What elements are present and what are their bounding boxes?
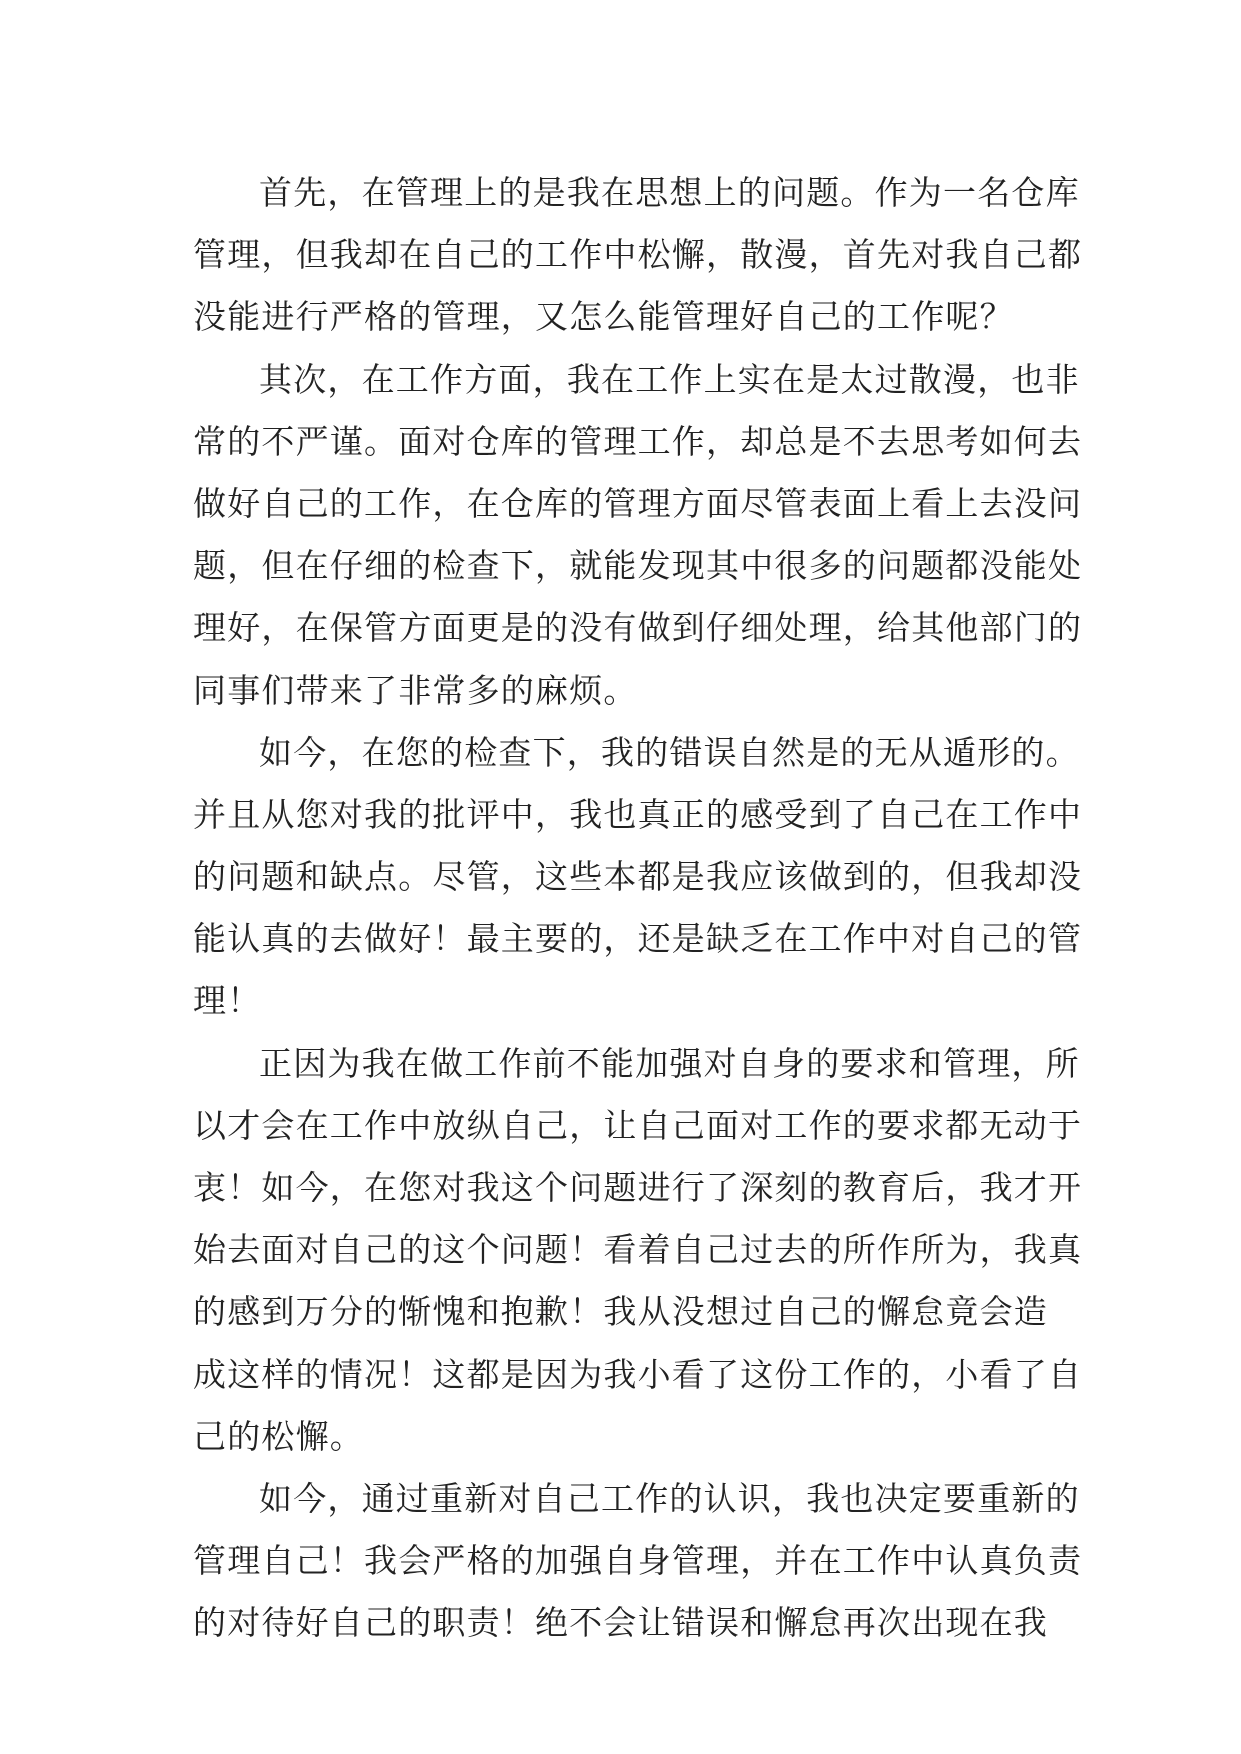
document-body: [193, 162, 1083, 1655]
text-line: 以才会在工作中放纵自己，让自己面对工作的要求都无动于: [193, 1105, 1083, 1145]
text-line: 始去面对自己的这个问题！看着自己过去的所作所为，我真: [193, 1230, 1083, 1270]
text-line: 管理自己！我会严格的加强自身管理，并在工作中认真负责: [193, 1541, 1083, 1581]
text-line: 己的松懈。: [193, 1416, 364, 1456]
text-line: 理！: [193, 981, 262, 1021]
text-line: 并且从您对我的批评中，我也真正的感受到了自己在工作中: [193, 794, 1083, 834]
text-line: 的对待好自己的职责！绝不会让错误和懈怠再次出现在我: [193, 1603, 1048, 1643]
text-line: 的感到万分的惭愧和抱歉！我从没想过自己的懈怠竟会造: [193, 1292, 1048, 1332]
text-line: 如今，通过重新对自己工作的认识，我也决定要重新的: [259, 1478, 1080, 1518]
text-line: 首先，在管理上的是我在思想上的问题。作为一名仓库: [259, 173, 1080, 212]
text-line: 正因为我在做工作前不能加强对自身的要求和管理，所: [259, 1043, 1080, 1083]
text-line: 题，但在仔细的检查下，就能发现其中很多的问题都没能处: [193, 546, 1083, 586]
text-line: 管理，但我却在自己的工作中松懈，散漫，首先对我自己都: [193, 235, 1083, 275]
text-line: 其次，在工作方面，我在工作上实在是太过散漫，也非: [259, 359, 1080, 399]
text-line: 成这样的情况！这都是因为我小看了这份工作的，小看了自: [193, 1354, 1083, 1394]
text-line: 能认真的去做好！最主要的，还是缺乏在工作中对自己的管: [193, 919, 1083, 959]
text-line: 同事们带来了非常多的麻烦。: [193, 670, 638, 710]
text-line: 做好自己的工作，在仓库的管理方面尽管表面上看上去没问: [193, 483, 1083, 523]
text-line: 没能进行严格的管理，又怎么能管理好自己的工作呢？: [193, 297, 1014, 337]
text-line: 常的不严谨。面对仓库的管理工作，却总是不去思考如何去: [193, 421, 1083, 461]
text-line: 如今，在您的检查下，我的错误自然是的无从遁形的。: [259, 732, 1080, 772]
text-line: 的问题和缺点。尽管，这些本都是我应该做到的，但我却没: [193, 857, 1083, 897]
text-line: 衷！如今，在您对我这个问题进行了深刻的教育后，我才开: [193, 1168, 1083, 1207]
text-line: 理好，在保管方面更是的没有做到仔细处理，给其他部门的: [193, 608, 1083, 648]
